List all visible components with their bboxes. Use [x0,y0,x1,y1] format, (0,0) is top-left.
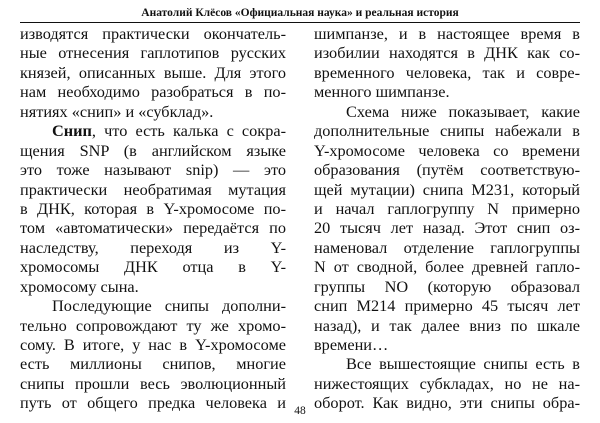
text-line [314,180,580,199]
line-text: N от сводной, более древней гапло- [314,257,580,277]
line-text: изводятся практически окончатель- [20,24,286,43]
left-text-column [20,24,286,413]
text-line [20,277,286,296]
line-text: временного человека, так и совре- [314,62,580,82]
line-text: в ДНК, которая в Y-хромосоме по- [20,198,286,218]
line-text: князей, описанных выше. Для этого [20,62,286,82]
line-text: хромосому сына. [20,276,139,296]
text-line [20,63,286,82]
line-text: времени… [314,335,389,354]
text-line [314,102,580,121]
line-text: практически необратимая мутация [20,179,286,199]
text-line [20,102,286,121]
line-text: изобилии находятся в ДНК как со- [314,43,580,63]
line-text: нижестоящих субкладах, но не на- [314,373,580,393]
text-line [314,374,580,393]
text-line [20,238,286,257]
line-text: оборот. Как видно, эти снипы обра- [314,393,580,413]
text-line [314,199,580,218]
line-text: наменовал отделение гаплогруппы [314,237,580,257]
line-text: путь от общего предка человека и [20,393,286,413]
header-rule [20,22,580,23]
line-text: группы NO (которую образовал [314,276,580,296]
text-line [20,257,286,276]
text-line [314,354,580,373]
line-text: и начал гаплогруппу N примерно [314,198,580,218]
text-line [20,24,286,43]
text-line [314,160,580,179]
text-line [314,257,580,276]
line-text: 20 тысяч лет назад. Этот снип оз- [314,218,580,238]
line-text: Все вышестоящие снипы есть в [346,354,580,374]
line-text: хромосомы ДНК отца в Y- [20,257,286,277]
line-text: том «автоматически» передаётся по [20,218,286,238]
line-text: Последующие снипы дополни- [52,296,286,316]
defined-term: Снип [52,121,92,141]
text-line [314,277,580,296]
text-line [20,354,286,373]
line-text: образования (путём соответствую- [314,160,580,180]
line-text: дополнительные снипы набежали в [314,121,580,141]
text-line [314,63,580,82]
line-text: нятиях «снип» и «субклад». [20,101,214,121]
text-line [314,121,580,140]
text-line [314,43,580,62]
line-text: Схема ниже показывает, какие [346,101,580,121]
line-text: сому. В итоге, у нас в Y-хромосоме [20,335,286,354]
line-text: Y-хромосоме человека со времени [314,140,580,160]
text-line [20,121,286,140]
text-line [20,335,286,354]
line-text: наследству, переходя из Y- [20,237,286,257]
text-line [314,316,580,335]
line-text: назад), и так далее вниз по шкале [314,315,580,335]
text-line [20,180,286,199]
running-header: Анатолий Клёсов «Официальная наука» и реальная история [141,7,459,19]
text-line [20,199,286,218]
right-text-column [314,24,580,413]
text-line [314,238,580,257]
text-line [20,316,286,335]
text-line [20,374,286,393]
text-line [20,296,286,315]
text-line [20,218,286,237]
text-line [20,43,286,62]
line-text: менного шимпанзе. [314,82,450,102]
line-text: это тоже называют snip) — это [20,160,286,180]
page-number: 48 [294,405,306,417]
line-text: снипы прошли весь эволюционный [20,373,286,393]
line-text: щей мутации) снипа М231, который [314,179,580,199]
text-line [314,296,580,315]
text-line [314,218,580,237]
text-line [314,141,580,160]
text-line [314,82,580,101]
text-line [20,82,286,101]
text-line [314,335,580,354]
line-text: ные отнесения гаплотипов русских [20,43,286,63]
line-text: снип М214 примерно 45 тысяч лет [314,296,580,316]
line-text: нам необходимо разобраться в по- [20,82,286,102]
line-text: , что есть калька с сокра- [91,121,286,141]
line-text: щения SNP (в английском языке [20,140,286,160]
text-line [20,141,286,160]
text-line [20,160,286,179]
text-line [314,24,580,43]
line-text: есть миллионы снипов, многие [20,354,286,374]
line-text: тельно сопровождают ту же хромо- [20,315,286,335]
line-text: шимпанзе, и в настоящее время в [314,24,580,43]
